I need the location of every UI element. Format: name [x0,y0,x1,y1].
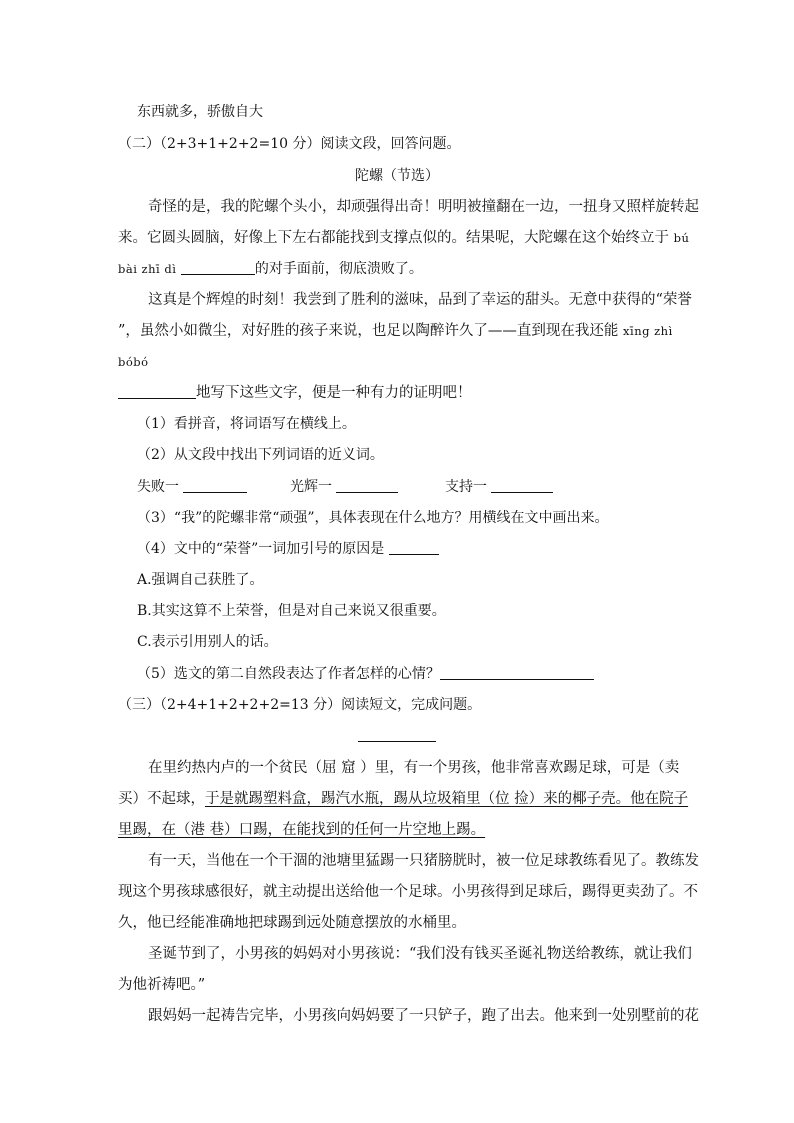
pinyin-budaizhidi: bài zhī dì [118,262,177,276]
sec3-para4-line1: 跟妈妈一起祷告完毕，小男孩向妈妈要了一只铲子，跑了出去。他来到一处别墅前的花 [148,1008,699,1024]
sec3-para3-line1: 圣诞节到了，小男孩的妈妈对小男孩说：“我们没有钱买圣诞礼物送给教练，就让我们 [148,946,692,962]
answer-blank-synonym-b[interactable] [336,478,398,493]
question-1: （1）看拼音，将词语写在横线上。 [137,416,356,432]
answer-blank-q5[interactable] [440,665,594,680]
sec3-para2-line2: 现这个男孩球感很好，就主动提出送给他一个足球。小男孩得到足球后，踢得更卖劲了。不 [118,884,698,900]
pinyin-bu: bú [673,231,690,245]
question-5: （5）选文的第二自然段表达了作者怎样的心情？ [137,664,594,684]
question-4-option-b: B.其实这算不上荣誉，但是对自己来说又很重要。 [137,603,446,619]
question-2-item-b: 光辉一 [290,477,398,497]
answer-blank-synonym-a[interactable] [183,478,247,493]
sec2-para1-line1: 奇怪的是，我的陀螺个头小，却顽强得出奇！明明被撞翻在一边，一扭身又照样旋转起 [148,199,699,215]
prev-answer-tail: 东西就多，骄傲自大 [137,104,263,120]
question-2-item-c: 支持一 [445,477,553,497]
answer-blank-pinyin1[interactable] [181,260,255,275]
question-4: （4）文中的“荣誉”一词加引号的原因是 [137,539,439,559]
pinyin-xingzhi: xīng zhì [623,324,673,338]
passage-title: 陀螺（节选） [355,168,439,184]
sec2-para1-line2: 来。它圆头圆脑，好像上下左右都能找到支撑点似的。结果呢，大陀螺在这个始终立于 bú [118,230,690,246]
sec2-para2-line2: ”，虽然小如微尘，对好胜的孩子来说，也足以陶醉许久了——直到现在我还能 xīng zhì [118,323,673,339]
sec2-para1-line3: bài zhī dì 的对手面前，彻底溃败了。 [118,261,423,277]
question-4-option-c: C.表示引用别人的话。 [137,634,278,650]
sec2-para2-line1: 这真是个辉煌的时刻！我尝到了胜利的滋味，品到了幸运的甜头。无意中获得的“荣誉 [148,292,692,308]
answer-blank-pinyin2[interactable] [118,384,196,399]
question-2-item-a: 失败一 [137,477,247,497]
underlined-sentence-1: 于是就踢塑料盒，踢汽水瓶，踢从垃圾箱里（位 捡）来的椰子壳。他在院子 [205,791,689,807]
sec3-para3-line2: 为他祈祷吧。” [118,977,206,993]
title-blank[interactable] [358,741,436,742]
sec3-para1-line2: 买）不起球，于是就踢塑料盒，踢汽水瓶，踢从垃圾箱里（位 捡）来的椰子壳。他在院子 [118,791,689,807]
sec3-para2-line1: 有一天，当他在一个干涸的池塘里猛踢一只猪膀胱时，被一位足球教练看见了。教练发 [148,853,699,869]
pinyin-bobo: bóbó [118,355,149,369]
section3-header: （三）（2+4+1+2+2+2=13 分）阅读短文，完成问题。 [118,697,482,713]
sec2-para2-line4: 地写下这些文字，便是一种有力的证明吧！ [118,383,472,403]
sec3-para1-line3: 里踢，在（港 巷）口踢，在能找到的任何一片空地上踢。 [118,822,486,838]
answer-blank-q4[interactable] [389,540,439,555]
question-2: （2）从文段中找出下列词语的近义词。 [137,447,384,463]
section2-header: （二）（2+3+1+2+2=10 分）阅读文段，回答问题。 [118,136,461,152]
question-3: （3）“我”的陀螺非常“顽强”，具体表现在什么地方？用横线在文中画出来。 [137,510,609,526]
question-4-option-a: A.强调自己获胜了。 [137,572,264,588]
sec3-para2-line3: 久，他已经能准确地把球踢到远处随意摆放的水桶里。 [118,915,466,931]
answer-blank-synonym-c[interactable] [491,478,553,493]
sec3-para1-line1: 在里约热内卢的一个贫民（屈 窟 ）里，有一个男孩，他非常喜欢踢足球，可是（卖 [148,760,680,776]
